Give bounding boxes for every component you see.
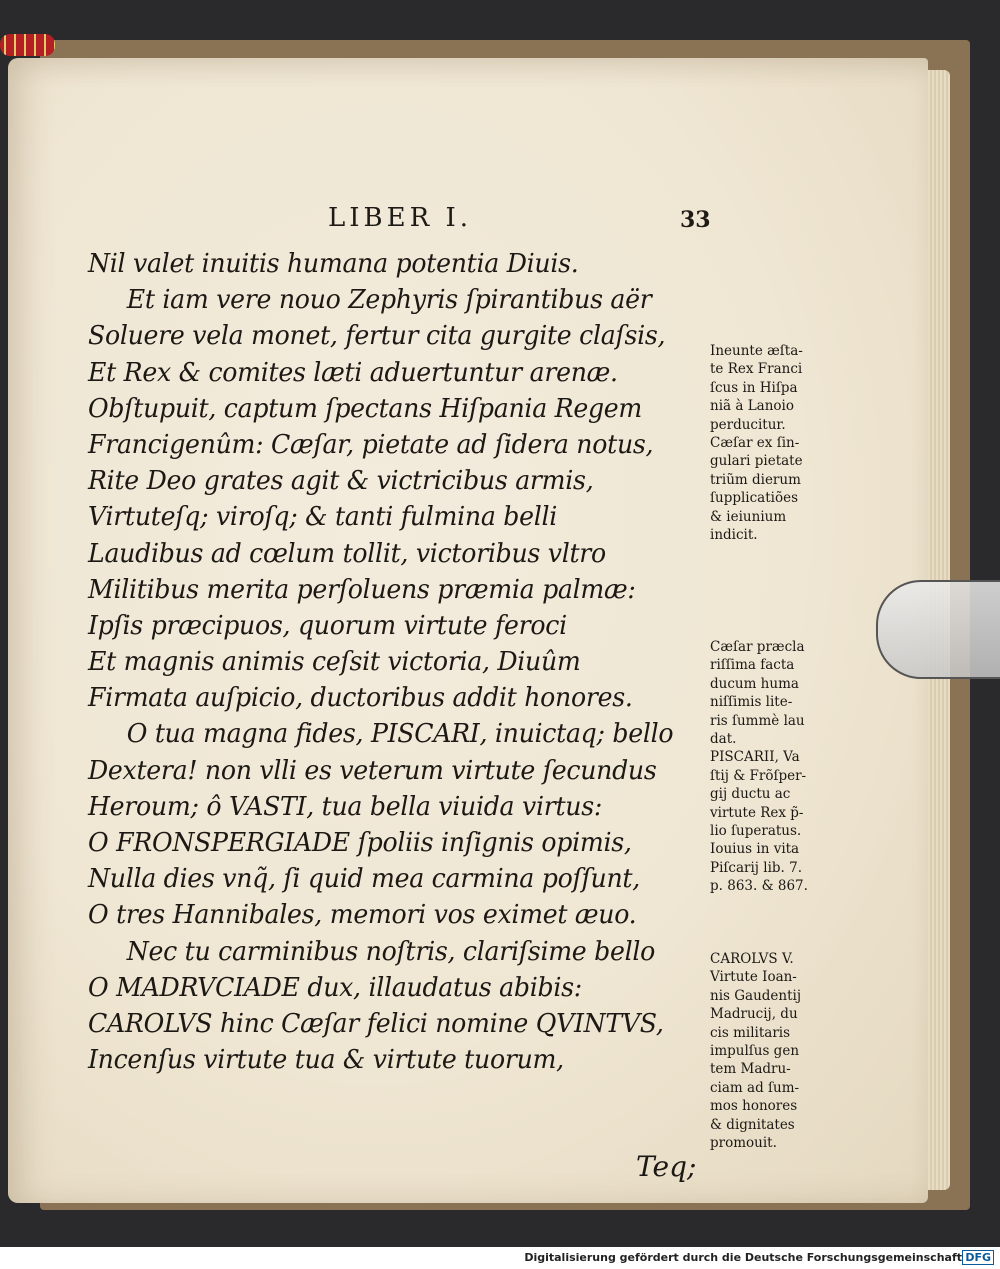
poem-line: O tua magna fides, PISCARI, inuictaq; bello <box>126 719 674 750</box>
margin-note-line: nis Gaudentij <box>710 987 802 1004</box>
margin-note-line: ris ſummè lau <box>710 712 805 729</box>
margin-note-line: gulari pietate <box>710 453 803 470</box>
dfg-logo: DFG <box>962 1250 994 1265</box>
margin-note-3 <box>710 950 830 1152</box>
margin-note-line: promouit. <box>710 1134 777 1151</box>
poem-line: Nec tu carminibus noſtris, clariſsime bello <box>126 936 656 967</box>
margin-note-line: ſupplicatiões <box>710 490 799 507</box>
page-clip-holder <box>876 580 1000 679</box>
poem-line: Virtuteſq; viroſq; & tanti fulmina belli <box>88 502 558 533</box>
poem-line: O MADRVCIADE dux, illaudatus abibis: <box>88 972 582 1003</box>
margin-note-line: triũm dierum <box>710 471 801 488</box>
poem-line: Militibus merita perſoluens præmia palmæ: <box>88 574 636 605</box>
margin-note-line: indicit. <box>710 526 758 543</box>
margin-note-line: niſſimis lite- <box>710 694 793 711</box>
margin-note-line: cis militaris <box>710 1024 791 1041</box>
margin-note-line: perducitur. <box>710 416 786 433</box>
margin-note-line: te Rex Franci <box>710 361 803 378</box>
margin-note-line: p. 863. & 867. <box>710 878 808 895</box>
margin-note-line: dat. <box>710 730 737 747</box>
margin-note-line: gij ductu ac <box>710 786 791 803</box>
margin-note-line: & ieiunium <box>710 508 787 525</box>
margin-note-line: impulſus gen <box>710 1042 800 1059</box>
poem-line: Nil valet inuitis humana potentia Diuis. <box>88 249 579 279</box>
margin-note-line: Madrucij, du <box>710 1006 798 1023</box>
margin-note-line: virtute Rex p̃- <box>710 804 804 821</box>
margin-note-line: Piſcarij lib. 7. <box>710 859 802 876</box>
margin-note-line: riſſima facta <box>710 657 795 674</box>
poem-line: Laudibus ad cœlum tollit, victoribus vltro <box>88 538 606 569</box>
margin-note-line: CAROLVS V. <box>710 951 794 967</box>
margin-note-line: Ineunte æſta- <box>710 343 803 359</box>
poem-line: Et Rex & comites læti aduertuntur arenæ. <box>88 357 618 388</box>
margin-note-line: ducum huma <box>710 675 799 692</box>
catchword: Teq; <box>636 1150 697 1183</box>
poem-line: O tres Hannibales, memori vos eximet æuo. <box>88 900 637 931</box>
poem-line: Heroum; ô VASTI, tua bella viuida virtus: <box>88 791 603 822</box>
margin-note-line: Iouius in vita <box>710 841 800 858</box>
margin-note-line: ſcus in Hiſpa <box>710 379 798 396</box>
page-header <box>8 203 928 243</box>
margin-note-line: ſtij & Frõſper- <box>710 767 807 784</box>
poem-line: Incenſus virtute tua & virtute tuorum, <box>88 1045 564 1076</box>
book-page <box>8 58 928 1203</box>
poem-line: Et iam vere nouo Zephyris ſpirantibus aër <box>126 285 652 316</box>
poem-text <box>88 246 728 1078</box>
margin-note-line: niã à Lanoio <box>710 398 794 415</box>
margin-note-line: mos honores <box>710 1098 798 1115</box>
margin-note-line: PISCARII, Va <box>710 749 800 766</box>
poem-line: Dextera! non vlli es veterum virtute ſecundus <box>88 755 657 786</box>
poem-line: Obſtupuit, captum ſpectans Hiſpania Regem <box>88 393 643 424</box>
poem-line: Firmata auſpicio, ductoribus addit honores. <box>88 683 633 714</box>
poem-line: Nulla dies vnq̃, ſi quid mea carmina poſſunt, <box>88 864 640 895</box>
margin-note-1 <box>710 342 830 544</box>
bookmark-ribbon <box>0 34 55 56</box>
funding-credit: Digitalisierung gefördert durch die Deutsche Forschungsgemeinschaft <box>524 1251 962 1264</box>
poem-line: Rite Deo grates agit & victricibus armis, <box>88 466 594 497</box>
margin-note-line: Cæſar ex ſin- <box>710 434 800 451</box>
margin-note-line: ciam ad ſum- <box>710 1079 800 1096</box>
footer-bar <box>0 1247 1000 1269</box>
margin-note-line: Virtute Ioan- <box>710 969 797 986</box>
poem-line: Soluere vela monet, fertur cita gurgite claſsis, <box>88 321 666 352</box>
margin-note-line: Cæſar præcla <box>710 639 805 655</box>
poem-line: Ipſis præcipuos, quorum virtute feroci <box>88 610 567 641</box>
poem-line: O FRONSPERGIADE ſpoliis inſignis opimis, <box>88 828 632 858</box>
margin-note-line: tem Madru- <box>710 1061 791 1078</box>
margin-note-line: & dignitates <box>710 1116 795 1133</box>
margin-note-2 <box>710 638 830 895</box>
poem-line: Et magnis animis ceſsit victoria, Diuûm <box>88 647 581 678</box>
running-head: LIBER I. <box>328 203 472 233</box>
poem-line: CAROLVS hinc Cæſar felici nomine QVINTVS, <box>88 1008 664 1039</box>
page-number: 33 <box>680 207 711 233</box>
poem-line: Francigenûm: Cæſar, pietate ad ſidera notus, <box>88 429 654 460</box>
margin-note-line: lio ſuperatus. <box>710 822 802 839</box>
